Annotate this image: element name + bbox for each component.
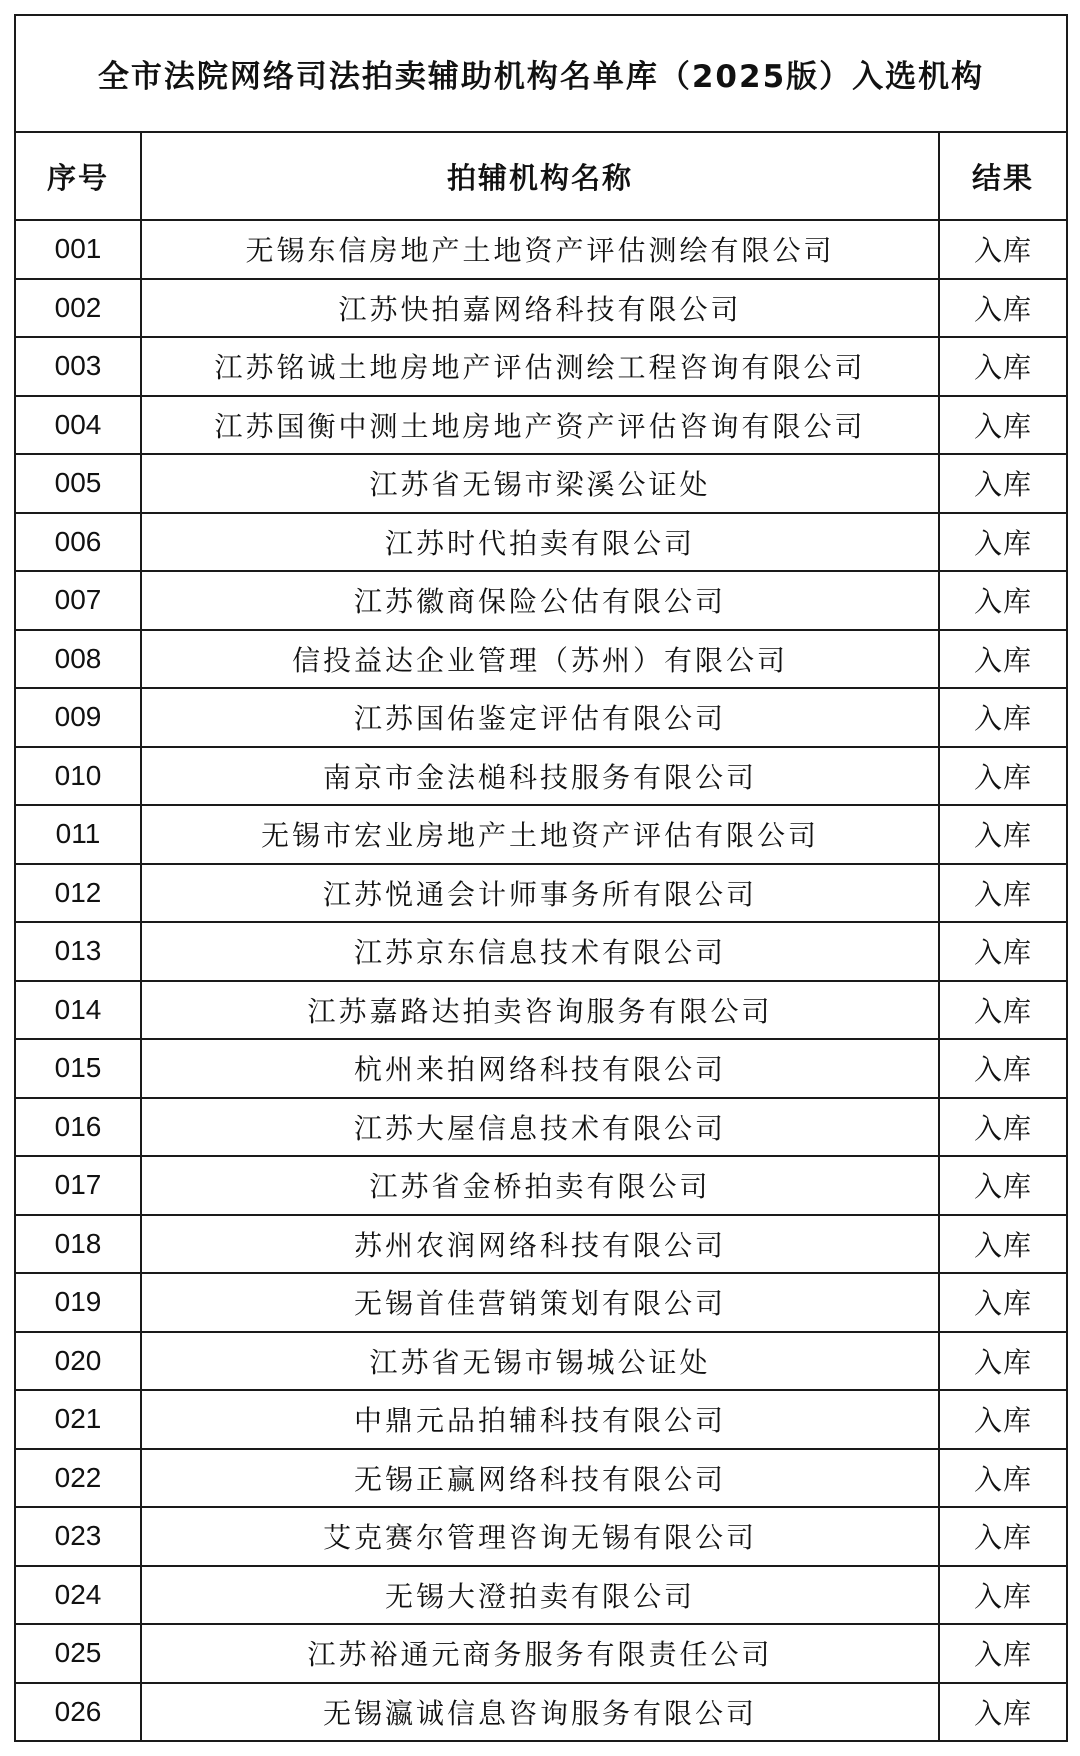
row-number-cell: 001	[15, 220, 141, 279]
institution-name-cell: 中鼎元品拍辅科技有限公司	[141, 1390, 939, 1449]
table-row	[15, 454, 1067, 513]
table-row	[15, 1507, 1067, 1566]
title-row	[15, 15, 1067, 132]
column-header-no: 序号	[15, 132, 141, 220]
table-row	[15, 922, 1067, 981]
table-row	[15, 864, 1067, 923]
row-number-cell: 011	[15, 805, 141, 864]
institution-name-cell: 江苏国佑鉴定评估有限公司	[141, 688, 939, 747]
result-cell: 入库	[939, 279, 1067, 338]
institution-name-cell: 江苏快拍嘉网络科技有限公司	[141, 279, 939, 338]
result-cell: 入库	[939, 805, 1067, 864]
row-number-cell: 021	[15, 1390, 141, 1449]
row-number-cell: 020	[15, 1332, 141, 1391]
table-row	[15, 1273, 1067, 1332]
result-cell: 入库	[939, 454, 1067, 513]
table-row	[15, 630, 1067, 689]
row-number-cell: 003	[15, 337, 141, 396]
institution-name-cell: 无锡市宏业房地产土地资产评估有限公司	[141, 805, 939, 864]
result-cell: 入库	[939, 1098, 1067, 1157]
row-number-cell: 014	[15, 981, 141, 1040]
result-cell: 入库	[939, 1683, 1067, 1742]
row-number-cell: 009	[15, 688, 141, 747]
result-cell: 入库	[939, 337, 1067, 396]
row-number-cell: 012	[15, 864, 141, 923]
institution-name-cell: 江苏大屋信息技术有限公司	[141, 1098, 939, 1157]
table-row	[15, 1683, 1067, 1742]
table-row	[15, 1390, 1067, 1449]
row-number-cell: 006	[15, 513, 141, 572]
institution-name-cell: 江苏徽商保险公估有限公司	[141, 571, 939, 630]
result-cell: 入库	[939, 571, 1067, 630]
result-cell: 入库	[939, 1624, 1067, 1683]
result-cell: 入库	[939, 1215, 1067, 1274]
table-row	[15, 513, 1067, 572]
institution-name-cell: 江苏国衡中测土地房地产资产评估咨询有限公司	[141, 396, 939, 455]
institution-name-cell: 江苏省无锡市锡城公证处	[141, 1332, 939, 1391]
row-number-cell: 004	[15, 396, 141, 455]
result-cell: 入库	[939, 981, 1067, 1040]
table-row	[15, 571, 1067, 630]
institution-name-cell: 江苏铭诚土地房地产评估测绘工程咨询有限公司	[141, 337, 939, 396]
institution-name-cell: 无锡正赢网络科技有限公司	[141, 1449, 939, 1508]
institution-name-cell: 无锡东信房地产土地资产评估测绘有限公司	[141, 220, 939, 279]
result-cell: 入库	[939, 747, 1067, 806]
result-cell: 入库	[939, 1507, 1067, 1566]
result-cell: 入库	[939, 864, 1067, 923]
row-number-cell: 024	[15, 1566, 141, 1625]
row-number-cell: 017	[15, 1156, 141, 1215]
result-cell: 入库	[939, 688, 1067, 747]
column-header-result: 结果	[939, 132, 1067, 220]
table-title: 全市法院网络司法拍卖辅助机构名单库（2025版）入选机构	[15, 15, 1067, 132]
result-cell: 入库	[939, 513, 1067, 572]
institution-name-cell: 江苏省金桥拍卖有限公司	[141, 1156, 939, 1215]
result-cell: 入库	[939, 1449, 1067, 1508]
institution-name-cell: 江苏嘉路达拍卖咨询服务有限公司	[141, 981, 939, 1040]
institution-name-cell: 无锡瀛诚信息咨询服务有限公司	[141, 1683, 939, 1742]
institution-name-cell: 江苏裕通元商务服务有限责任公司	[141, 1624, 939, 1683]
row-number-cell: 023	[15, 1507, 141, 1566]
institution-name-cell: 信投益达企业管理（苏州）有限公司	[141, 630, 939, 689]
table-row	[15, 1449, 1067, 1508]
table-row	[15, 220, 1067, 279]
table-row	[15, 1566, 1067, 1625]
row-number-cell: 026	[15, 1683, 141, 1742]
result-cell: 入库	[939, 1156, 1067, 1215]
table-row	[15, 981, 1067, 1040]
table-row	[15, 1156, 1067, 1215]
result-cell: 入库	[939, 220, 1067, 279]
table-row	[15, 1332, 1067, 1391]
table-body	[15, 220, 1067, 1741]
row-number-cell: 022	[15, 1449, 141, 1508]
result-cell: 入库	[939, 922, 1067, 981]
result-cell: 入库	[939, 1273, 1067, 1332]
table-row	[15, 337, 1067, 396]
result-cell: 入库	[939, 1039, 1067, 1098]
table-row	[15, 1215, 1067, 1274]
row-number-cell: 019	[15, 1273, 141, 1332]
row-number-cell: 015	[15, 1039, 141, 1098]
row-number-cell: 005	[15, 454, 141, 513]
row-number-cell: 002	[15, 279, 141, 338]
table-row	[15, 1098, 1067, 1157]
row-number-cell: 008	[15, 630, 141, 689]
row-number-cell: 018	[15, 1215, 141, 1274]
result-cell: 入库	[939, 396, 1067, 455]
institution-name-cell: 艾克赛尔管理咨询无锡有限公司	[141, 1507, 939, 1566]
result-cell: 入库	[939, 630, 1067, 689]
row-number-cell: 007	[15, 571, 141, 630]
result-cell: 入库	[939, 1332, 1067, 1391]
institution-name-cell: 江苏省无锡市梁溪公证处	[141, 454, 939, 513]
header-row	[15, 132, 1067, 220]
institution-name-cell: 江苏悦通会计师事务所有限公司	[141, 864, 939, 923]
table-row	[15, 805, 1067, 864]
institution-name-cell: 苏州农润网络科技有限公司	[141, 1215, 939, 1274]
table-row	[15, 1624, 1067, 1683]
institution-name-cell: 江苏京东信息技术有限公司	[141, 922, 939, 981]
table-row	[15, 688, 1067, 747]
table-row	[15, 396, 1067, 455]
institution-name-cell: 无锡首佳营销策划有限公司	[141, 1273, 939, 1332]
table-row	[15, 279, 1067, 338]
institution-name-cell: 南京市金法槌科技服务有限公司	[141, 747, 939, 806]
table-row	[15, 747, 1067, 806]
institution-name-cell: 杭州来拍网络科技有限公司	[141, 1039, 939, 1098]
row-number-cell: 013	[15, 922, 141, 981]
row-number-cell: 025	[15, 1624, 141, 1683]
row-number-cell: 010	[15, 747, 141, 806]
column-header-name: 拍辅机构名称	[141, 132, 939, 220]
table-row	[15, 1039, 1067, 1098]
institution-name-cell: 无锡大澄拍卖有限公司	[141, 1566, 939, 1625]
result-cell: 入库	[939, 1566, 1067, 1625]
institution-name-cell: 江苏时代拍卖有限公司	[141, 513, 939, 572]
institution-list-table	[14, 14, 1068, 1742]
result-cell: 入库	[939, 1390, 1067, 1449]
row-number-cell: 016	[15, 1098, 141, 1157]
